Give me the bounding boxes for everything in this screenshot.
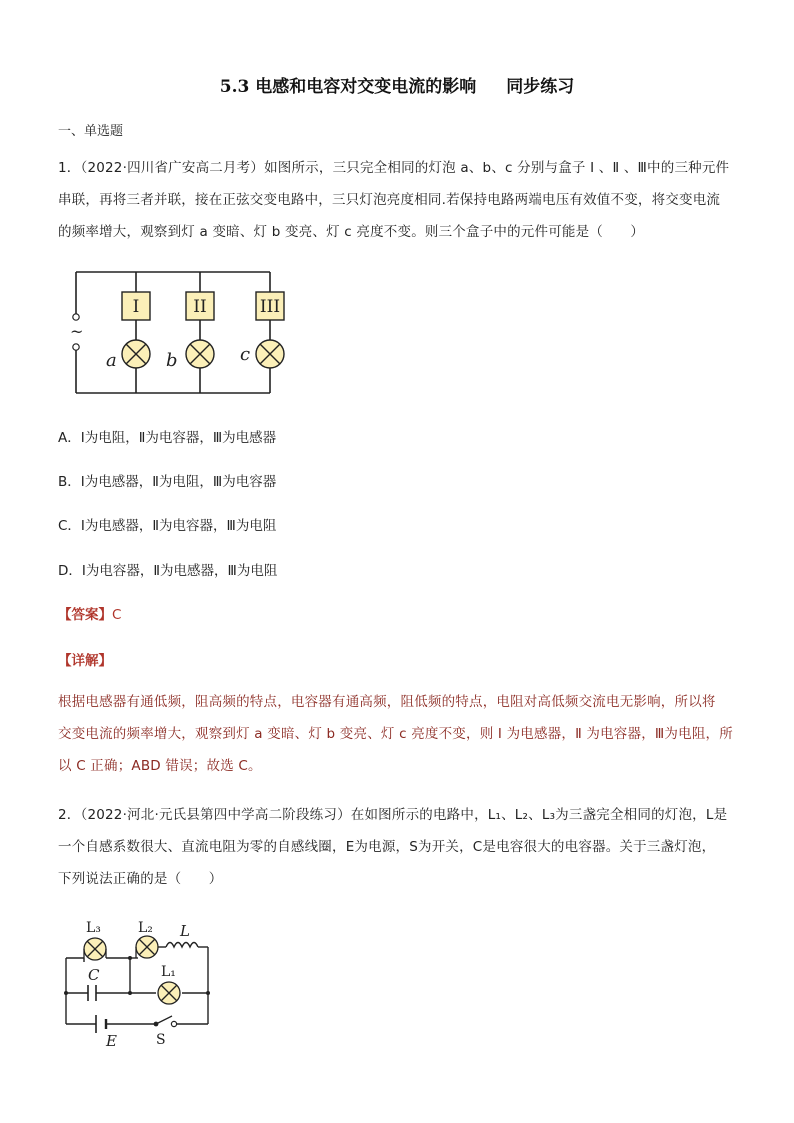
box-3-label: III [259, 297, 281, 317]
detail-line-3: 以 C 正确；ABD 错误；故选 C。 [58, 758, 262, 774]
q1-line-2: 串联，再将三者并联，接在正弦交变电路中，三只灯泡亮度相同.若保持电路两端电压有效值不变，将交变电流 [58, 192, 721, 208]
answer-row [58, 603, 121, 623]
switch-icon [154, 1016, 177, 1027]
lamp-l2-icon [136, 936, 158, 958]
detail-line-1: 根据电感器有通低频，阻高频的特点，电容器有通高频，阻低频的特点，电阻对高低频交流电无影响，所以将 [58, 694, 716, 710]
label-switch: S [156, 1032, 166, 1048]
title-main: 5.3 电感和电容对交变电流的影响 [219, 77, 477, 97]
label-l2: L₂ [138, 920, 153, 936]
lamp-a-icon [122, 340, 150, 368]
title-sub: 同步练习 [506, 77, 575, 97]
label-capacitor: C [88, 966, 100, 984]
box-2-label: II [193, 297, 207, 317]
q1-line-3: 的频率增大，观察到灯 a 变暗、灯 b 变亮、灯 c 亮度不变。则三个盒子中的元件可能是（ ） [58, 224, 645, 240]
terminal-top [73, 314, 79, 320]
circuit-figure-1 [60, 262, 300, 402]
option-a: A．Ⅰ为电阻，Ⅱ为电容器，Ⅲ为电感器 [58, 430, 277, 446]
lamp-b-label: b [166, 350, 178, 371]
detail-text [58, 686, 748, 782]
label-l1: L₁ [161, 964, 176, 980]
option-b: B．Ⅰ为电感器，Ⅱ为电阻，Ⅲ为电容器 [58, 474, 277, 490]
answer-value: C [112, 607, 122, 623]
question-2 [58, 799, 748, 895]
box-1-label: I [132, 297, 140, 317]
capacitor-icon [88, 985, 96, 1001]
q2-line-3: 下列说法正确的是（ ） [58, 871, 223, 887]
detail-tag: 【详解】 [58, 653, 112, 669]
battery-icon [96, 1015, 106, 1033]
circuit-figure-2 [56, 914, 226, 1052]
section-heading: 一、单选题 [58, 124, 124, 139]
lamp-a-label: a [106, 350, 117, 371]
label-inductor: L [180, 922, 190, 940]
inductor-icon [166, 943, 198, 948]
answer-tag: 【答案】 [58, 607, 112, 623]
detail-line-2: 交变电流的频率增大，观察到灯 a 变暗、灯 b 变亮、灯 c 亮度不变，则 Ⅰ 为电感器，Ⅱ 为电容器，Ⅲ为电阻，所 [58, 726, 733, 742]
question-1 [58, 152, 748, 248]
lamp-b-icon [186, 340, 214, 368]
label-source: E [106, 1032, 117, 1050]
q2-line-2: 一个自感系数很大、直流电阻为零的自感线圈，E为电源，S为开关，C是电容很大的电容器。关于三盏灯泡， [58, 839, 716, 855]
lamp-l1-icon [158, 982, 180, 1004]
option-d: D．Ⅰ为电容器，Ⅱ为电感器，Ⅲ为电阻 [58, 563, 278, 579]
ac-source-symbol: ~ [70, 322, 84, 341]
q1-line-1: 1．（2022·四川省广安高二月考）如图所示，三只完全相同的灯泡 a、b、c 分别与盒子 Ⅰ 、Ⅱ 、Ⅲ中的三种元件 [58, 160, 730, 176]
option-c: C．Ⅰ为电感器，Ⅱ为电容器，Ⅲ为电阻 [58, 518, 277, 534]
terminal-bottom [73, 344, 79, 350]
lamp-c-label: c [240, 344, 251, 365]
lamp-c-icon [256, 340, 284, 368]
q2-line-1: 2．（2022·河北·元氏县第四中学高二阶段练习）在如图所示的电路中，L₁、L₂、L₃为三盏完全相同的灯泡，L是 [58, 807, 728, 823]
page-title [0, 72, 794, 97]
lamp-l3-icon [84, 938, 106, 960]
label-l3: L₃ [86, 920, 101, 936]
